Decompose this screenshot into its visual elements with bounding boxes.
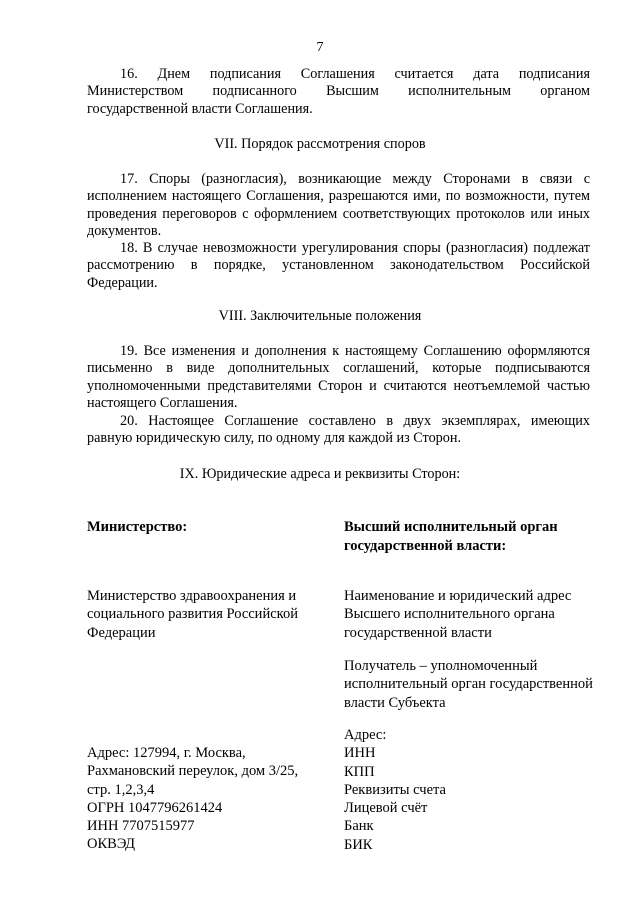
right-party-name: Наименование и юридический адрес Высшего исполнительного органа государственной власти [344,588,572,641]
right-detail-bank: Банк [344,818,374,835]
paragraph-18: 18. В случае невозможности урегулирования споры (разногласия) подлежат рассмотрению в порядке, установленном законодательством Российской Федерации. [87,240,590,291]
left-party-title: Министерство: [87,519,188,535]
paragraph-16: 16. Днем подписания Соглашения считается дата подписания Министерством подписанного Высшим исполнительным органом государственной власти Соглашения. [87,66,590,117]
right-party-details [344,726,446,854]
left-detail-okved: ОКВЭД [87,836,136,853]
paragraph-20: 20. Настоящее Соглашение составлено в двух экземплярах, имеющих равную юридическую силу, по одному для каждой из Сторон. [87,413,590,447]
left-party-name: Министерство здравоохранения и социального развития Российской Федерации [87,588,298,641]
right-detail-address: Адрес: [344,727,387,743]
section-heading-ix: IX. Юридические адреса и реквизиты Сторон: [179,466,461,482]
paragraph-17: 17. Споры (разногласия), возникающие между Сторонами в связи с исполнением настоящего Соглашения, разрешаются ими, по возможности, путем проведения переговоров с оформлением соответствующих протоколов или иных документов. [87,171,590,239]
left-party-details [87,744,298,854]
right-detail-inn: ИНН [344,745,376,762]
right-detail-account: Реквизиты счета [344,781,446,798]
right-party-title: Высший исполнительный орган государственной власти: [344,519,558,554]
right-detail-kpp: КПП [344,763,375,780]
paragraph-19: 19. Все изменения и дополнения к настоящему Соглашению оформляются письменно в виде дополнительных соглашений, которые подписываются уполномоченными представителями Сторон и считаются неотъемлемой частью настоящего Соглашения. [87,343,590,411]
section-heading-vii: VII. Порядок рассмотрения споров [214,136,426,152]
page-number: 7 [316,40,324,55]
left-detail-inn: ИНН 7707515977 [87,818,195,835]
left-detail-building: стр. 1,2,3,4 [87,781,155,798]
left-detail-street: Рахмановский переулок, дом 3/25, [87,763,299,780]
right-party-recipient: Получатель – уполномоченный исполнительный орган государственной власти Субъекта [344,658,593,711]
right-detail-personal-account: Лицевой счёт [344,800,428,817]
section-heading-viii: VIII. Заключительные положения [218,308,422,324]
right-detail-bik: БИК [344,836,373,853]
left-detail-address: Адрес: 127994, г. Москва, [87,745,246,761]
left-detail-ogrn: ОГРН 1047796261424 [87,799,223,816]
